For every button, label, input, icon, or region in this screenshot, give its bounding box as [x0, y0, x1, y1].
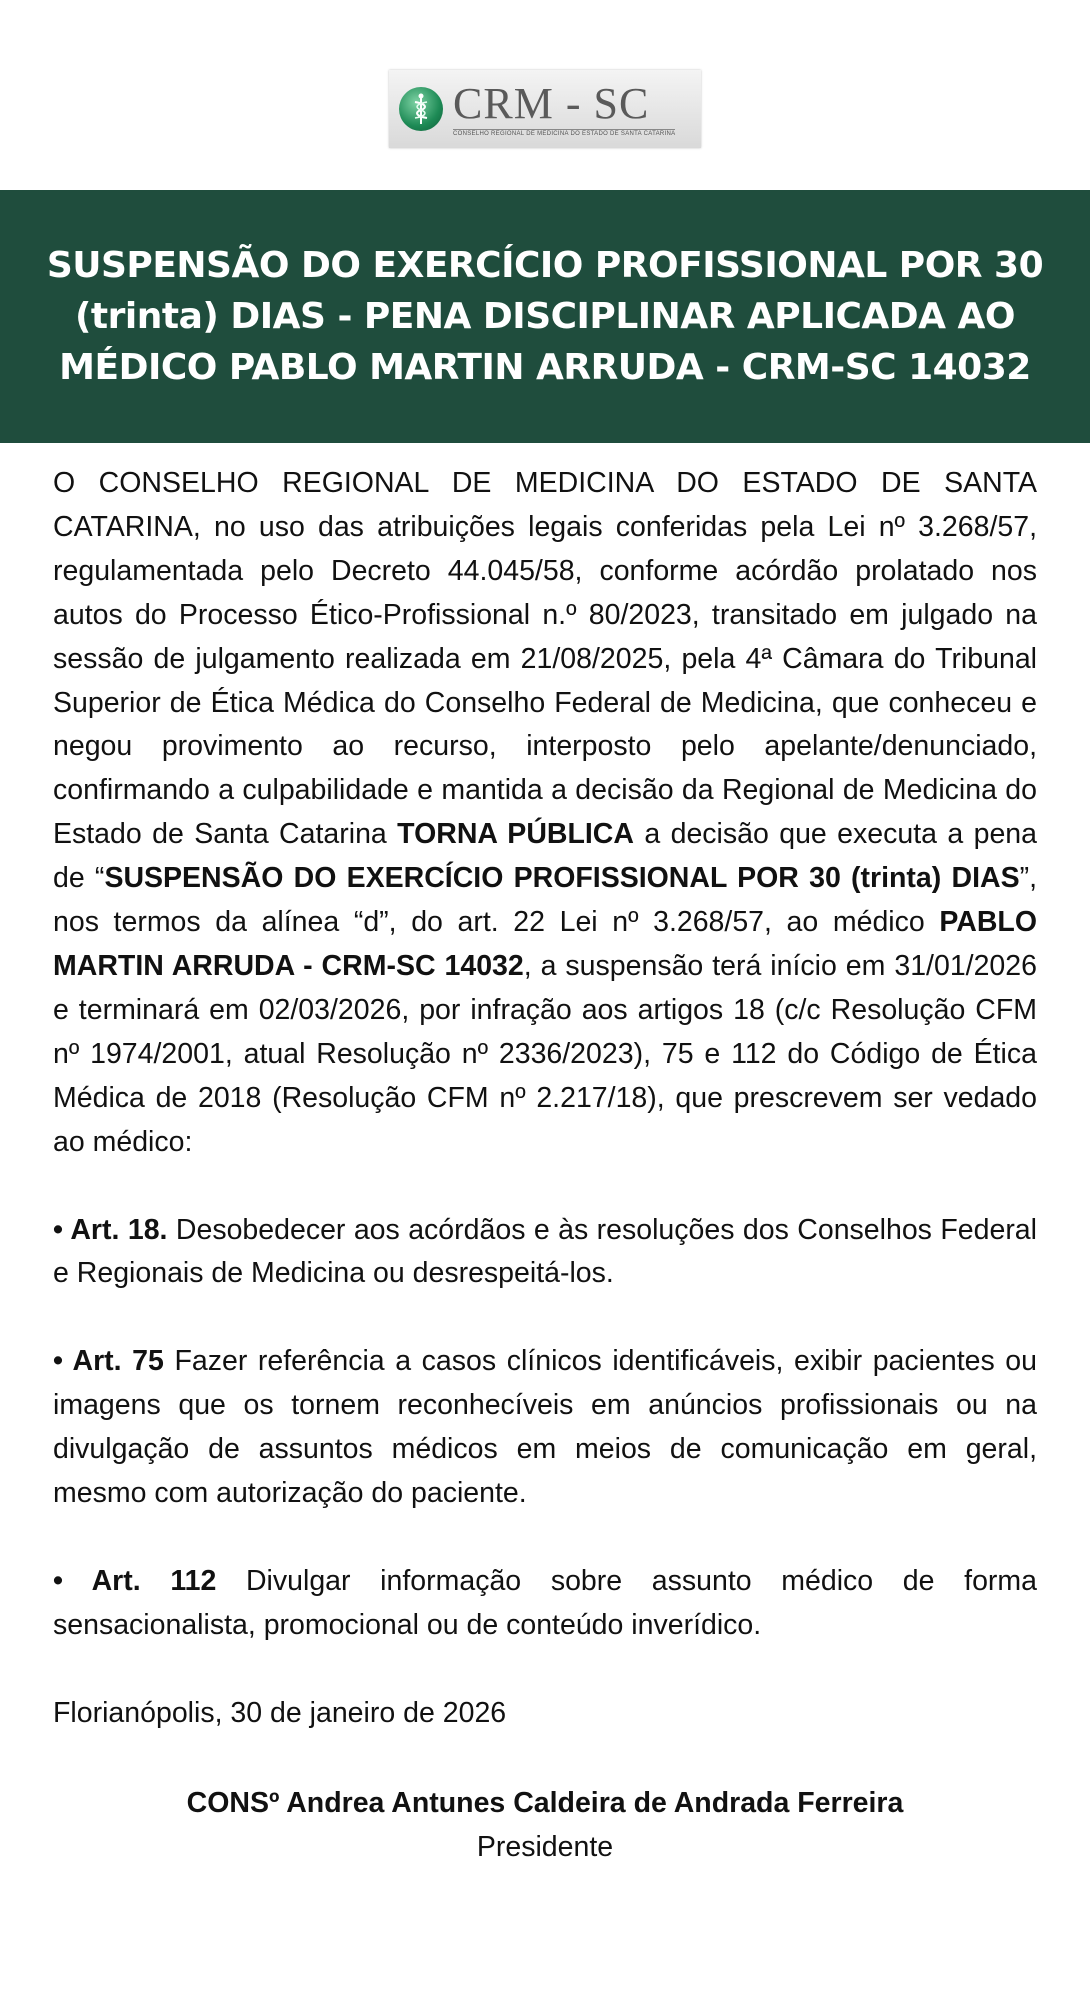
signatory-role: Presidente	[476, 1830, 614, 1863]
caduceus-icon	[399, 87, 443, 131]
penalty-name: SUSPENSÃO DO EXERCÍCIO PROFISSIONAL POR 30 (trinta) DIAS	[104, 862, 1020, 895]
main-paragraph-text-2: a decisão que executa a pena de “	[53, 818, 1037, 895]
signature-block	[53, 1781, 1037, 1869]
logo-title: CRM - SC	[453, 79, 650, 128]
signatory-name: CONSº Andrea Antunes Caldeira de Andrada Ferreira	[186, 1786, 904, 1819]
main-paragraph	[53, 462, 1037, 1165]
crm-sc-logo	[389, 70, 701, 148]
article-text: Fazer referência a casos clínicos identificáveis, exibir pacientes ou imagens que os tornem reconhecíveis em anúncios profissionais ou na divulgação de assuntos médicos em meios de comunicação em geral, mesmo com autorização do paciente.	[53, 1345, 1037, 1510]
article-item	[53, 1340, 1037, 1516]
article-text: Divulgar informação sobre assunto médico de forma sensacionalista, promocional ou de conteúdo inverídico.	[53, 1564, 1037, 1641]
article-text: Desobedecer aos acórdãos e às resoluções dos Conselhos Federal e Regionais de Medicina ou desrespeitá-los.	[53, 1213, 1037, 1290]
article-item	[53, 1560, 1037, 1648]
logo-subtitle: CONSELHO REGIONAL DE MEDICINA DO ESTADO DE SANTA CATARINA	[453, 131, 676, 137]
place-date: Florianópolis, 30 de janeiro de 2026	[53, 1696, 507, 1729]
doctor-name: PABLO MARTIN ARRUDA - CRM-SC 14032	[53, 906, 1037, 982]
torna-publica: TORNA PÚBLICA	[397, 818, 634, 851]
main-paragraph-text-3: ”, nos termos da alínea “d”, do art. 22 Lei nº 3.268/57, ao médico	[53, 862, 1037, 939]
article-label: • Art. 75	[53, 1345, 164, 1378]
page-title: SUSPENSÃO DO EXERCÍCIO PROFISSIONAL POR 30 (trinta) DIAS - PENA DISCIPLINAR APLICADA AO MÉDICO PABLO MARTIN ARRUDA - CRM-SC 14032	[46, 245, 1044, 388]
article-label: • Art. 18.	[53, 1213, 168, 1246]
title-banner	[0, 190, 1090, 443]
main-paragraph-text-4: , a suspensão terá início em 31/01/2026 e terminará em 02/03/2026, por infração aos artigos 18 (c/c Resolução CFM nº 1974/2001, atual Resolução nº 2336/2023), 75 e 112 do Código de Ética Médica de 2018 (Resolução CFM nº 2.217/18), que prescrevem ser vedado ao médico:	[53, 949, 1037, 1158]
document-body	[53, 462, 1037, 1869]
article-item	[53, 1209, 1037, 1297]
main-paragraph-text-1: O CONSELHO REGIONAL DE MEDICINA DO ESTADO DE SANTA CATARINA, no uso das atribuições legais conferidas pela Lei nº 3.268/57, regulamentada pelo Decreto 44.045/58, conforme acórdão prolatado nos autos do Processo Ético-Profissional n.º 80/2023, transitado em julgado na sessão de julgamento realizada em 21/08/2025, pela 4ª Câmara do Tribunal Superior de Ética Médica do Conselho Federal de Medicina, que conheceu e negou provimento ao recurso, interposto pelo apelante/denunciado, confirmando a culpabilidade e mantida a decisão da Regional de Medicina do Estado de Santa Catarina	[53, 467, 1037, 851]
article-label: • Art. 112	[53, 1564, 217, 1597]
